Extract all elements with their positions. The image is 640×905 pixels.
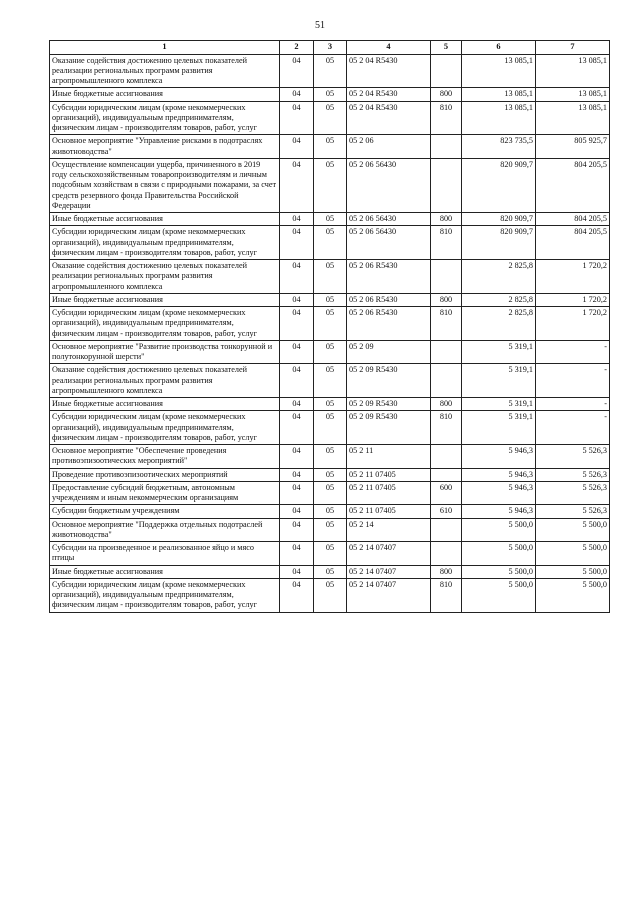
amount-year1-cell: 5 946,3 (462, 505, 536, 518)
section-code-cell: 04 (280, 481, 314, 505)
target-article-cell: 05 2 09 (347, 340, 431, 364)
table-row (50, 260, 610, 294)
table-row (50, 505, 610, 518)
column-header: 3 (314, 41, 347, 55)
subsection-code-cell: 05 (314, 481, 347, 505)
row-name-cell: Оказание содействия достижению целевых показателей реализации региональных программ развития агропромышленного комплекса (50, 260, 280, 294)
expense-type-cell (431, 445, 462, 469)
row-name-cell: Субсидии на произведенное и реализованное яйцо и мясо птицы (50, 542, 280, 566)
row-name-cell: Иные бюджетные ассигнования (50, 88, 280, 101)
amount-year2-cell: - (536, 364, 610, 398)
section-code-cell: 04 (280, 226, 314, 260)
expense-type-cell: 610 (431, 505, 462, 518)
column-header: 2 (280, 41, 314, 55)
expense-type-cell: 810 (431, 101, 462, 135)
target-article-cell: 05 2 06 R5430 (347, 293, 431, 306)
amount-year2-cell: - (536, 340, 610, 364)
target-article-cell: 05 2 11 07405 (347, 505, 431, 518)
section-code-cell: 04 (280, 293, 314, 306)
table-row (50, 88, 610, 101)
table-row (50, 101, 610, 135)
target-article-cell: 05 2 04 R5430 (347, 54, 431, 88)
target-article-cell: 05 2 11 (347, 445, 431, 469)
table-row (50, 307, 610, 341)
table-row (50, 445, 610, 469)
amount-year1-cell: 13 085,1 (462, 88, 536, 101)
amount-year1-cell: 5 500,0 (462, 542, 536, 566)
row-name-cell: Оказание содействия достижению целевых показателей реализации региональных программ развития агропромышленного комплекса (50, 54, 280, 88)
amount-year2-cell: 5 500,0 (536, 518, 610, 542)
amount-year2-cell: 805 925,7 (536, 135, 610, 159)
row-name-cell: Основное мероприятие "Поддержка отдельных подотраслей животноводства" (50, 518, 280, 542)
subsection-code-cell: 05 (314, 54, 347, 88)
amount-year1-cell: 5 319,1 (462, 411, 536, 445)
section-code-cell: 04 (280, 364, 314, 398)
table-row (50, 364, 610, 398)
row-name-cell: Иные бюджетные ассигнования (50, 213, 280, 226)
subsection-code-cell: 05 (314, 468, 347, 481)
amount-year1-cell: 5 946,3 (462, 468, 536, 481)
table-row (50, 398, 610, 411)
subsection-code-cell: 05 (314, 505, 347, 518)
section-code-cell: 04 (280, 158, 314, 212)
expense-type-cell: 800 (431, 565, 462, 578)
target-article-cell: 05 2 09 R5430 (347, 364, 431, 398)
section-code-cell: 04 (280, 213, 314, 226)
expense-type-cell (431, 54, 462, 88)
amount-year2-cell: - (536, 398, 610, 411)
target-article-cell: 05 2 14 07407 (347, 578, 431, 612)
section-code-cell: 04 (280, 505, 314, 518)
amount-year1-cell: 5 500,0 (462, 518, 536, 542)
column-header: 5 (431, 41, 462, 55)
target-article-cell: 05 2 06 56430 (347, 213, 431, 226)
subsection-code-cell: 05 (314, 88, 347, 101)
table-row (50, 213, 610, 226)
section-code-cell: 04 (280, 518, 314, 542)
subsection-code-cell: 05 (314, 340, 347, 364)
subsection-code-cell: 05 (314, 578, 347, 612)
amount-year1-cell: 2 825,8 (462, 307, 536, 341)
row-name-cell: Субсидии юридическим лицам (кроме некоммерческих организаций), индивидуальным предпринимателям, физическим лицам - производителям товаров, работ, услуг (50, 307, 280, 341)
subsection-code-cell: 05 (314, 518, 347, 542)
section-code-cell: 04 (280, 411, 314, 445)
section-code-cell: 04 (280, 54, 314, 88)
amount-year2-cell: 804 205,5 (536, 213, 610, 226)
section-code-cell: 04 (280, 307, 314, 341)
amount-year1-cell: 5 500,0 (462, 565, 536, 578)
target-article-cell: 05 2 09 R5430 (347, 411, 431, 445)
section-code-cell: 04 (280, 445, 314, 469)
section-code-cell: 04 (280, 135, 314, 159)
row-name-cell: Иные бюджетные ассигнования (50, 565, 280, 578)
target-article-cell: 05 2 06 R5430 (347, 260, 431, 294)
section-code-cell: 04 (280, 565, 314, 578)
amount-year1-cell: 2 825,8 (462, 260, 536, 294)
amount-year2-cell: 5 500,0 (536, 565, 610, 578)
target-article-cell: 05 2 04 R5430 (347, 101, 431, 135)
target-article-cell: 05 2 11 07405 (347, 468, 431, 481)
row-name-cell: Основное мероприятие "Обеспечение проведения противоэпизоотических мероприятий" (50, 445, 280, 469)
subsection-code-cell: 05 (314, 364, 347, 398)
amount-year2-cell: 5 500,0 (536, 578, 610, 612)
amount-year2-cell: 1 720,2 (536, 307, 610, 341)
row-name-cell: Оказание содействия достижению целевых показателей реализации региональных программ развития агропромышленного комплекса (50, 364, 280, 398)
amount-year1-cell: 820 909,7 (462, 213, 536, 226)
amount-year2-cell: - (536, 411, 610, 445)
amount-year1-cell: 5 319,1 (462, 364, 536, 398)
amount-year1-cell: 13 085,1 (462, 54, 536, 88)
amount-year1-cell: 5 946,3 (462, 445, 536, 469)
expense-type-cell: 800 (431, 213, 462, 226)
amount-year2-cell: 804 205,5 (536, 158, 610, 212)
page-number: 51 (315, 20, 325, 31)
table-row (50, 340, 610, 364)
subsection-code-cell: 05 (314, 411, 347, 445)
section-code-cell: 04 (280, 260, 314, 294)
row-name-cell: Предоставление субсидий бюджетным, автономным учреждениям и иным некоммерческим организациям (50, 481, 280, 505)
row-name-cell: Проведение противоэпизоотических мероприятий (50, 468, 280, 481)
section-code-cell: 04 (280, 398, 314, 411)
expense-type-cell: 800 (431, 293, 462, 306)
subsection-code-cell: 05 (314, 213, 347, 226)
amount-year2-cell: 1 720,2 (536, 260, 610, 294)
expense-type-cell (431, 340, 462, 364)
section-code-cell: 04 (280, 340, 314, 364)
section-code-cell: 04 (280, 578, 314, 612)
expense-type-cell: 600 (431, 481, 462, 505)
amount-year2-cell: 804 205,5 (536, 226, 610, 260)
expense-type-cell (431, 468, 462, 481)
section-code-cell: 04 (280, 101, 314, 135)
expense-type-cell: 810 (431, 226, 462, 260)
section-code-cell: 04 (280, 542, 314, 566)
subsection-code-cell: 05 (314, 293, 347, 306)
row-name-cell: Основное мероприятие "Развитие производства тонкорунной и полутонкорунной шерсти" (50, 340, 280, 364)
column-header: 6 (462, 41, 536, 55)
table-row (50, 518, 610, 542)
column-header: 1 (50, 41, 280, 55)
subsection-code-cell: 05 (314, 398, 347, 411)
column-header: 7 (536, 41, 610, 55)
expense-type-cell (431, 542, 462, 566)
row-name-cell: Субсидии юридическим лицам (кроме некоммерческих организаций), индивидуальным предпринимателям, физическим лицам - производителям товаров, работ, услуг (50, 411, 280, 445)
amount-year1-cell: 5 319,1 (462, 340, 536, 364)
table-row (50, 411, 610, 445)
subsection-code-cell: 05 (314, 542, 347, 566)
expense-type-cell (431, 518, 462, 542)
expense-type-cell (431, 260, 462, 294)
table-row (50, 226, 610, 260)
section-code-cell: 04 (280, 88, 314, 101)
row-name-cell: Основное мероприятие "Управление рисками в подотраслях животноводства" (50, 135, 280, 159)
amount-year1-cell: 2 825,8 (462, 293, 536, 306)
amount-year2-cell: 5 526,3 (536, 481, 610, 505)
budget-table (49, 40, 610, 613)
subsection-code-cell: 05 (314, 101, 347, 135)
table-row (50, 293, 610, 306)
target-article-cell: 05 2 11 07405 (347, 481, 431, 505)
column-header: 4 (347, 41, 431, 55)
amount-year2-cell: 13 085,1 (536, 54, 610, 88)
table-row (50, 135, 610, 159)
amount-year1-cell: 820 909,7 (462, 158, 536, 212)
expense-type-cell: 800 (431, 398, 462, 411)
target-article-cell: 05 2 04 R5430 (347, 88, 431, 101)
row-name-cell: Субсидии юридическим лицам (кроме некоммерческих организаций), индивидуальным предпринимателям, физическим лицам - производителям товаров, работ, услуг (50, 578, 280, 612)
subsection-code-cell: 05 (314, 445, 347, 469)
table-row (50, 54, 610, 88)
expense-type-cell (431, 158, 462, 212)
target-article-cell: 05 2 06 56430 (347, 226, 431, 260)
row-name-cell: Субсидии бюджетным учреждениям (50, 505, 280, 518)
table-header-row (50, 41, 610, 55)
expense-type-cell: 810 (431, 578, 462, 612)
target-article-cell: 05 2 14 07407 (347, 565, 431, 578)
target-article-cell: 05 2 06 R5430 (347, 307, 431, 341)
row-name-cell: Иные бюджетные ассигнования (50, 398, 280, 411)
row-name-cell: Субсидии юридическим лицам (кроме некоммерческих организаций), индивидуальным предпринимателям, физическим лицам - производителям товаров, работ, услуг (50, 101, 280, 135)
amount-year1-cell: 5 946,3 (462, 481, 536, 505)
row-name-cell: Осуществление компенсации ущерба, причиненного в 2019 году сельскохозяйственным товаропроизводителям и личным подсобным хозяйствам в связи с природными пожарами, за счет средств резервного фонда Правительства Российской Федерации (50, 158, 280, 212)
expense-type-cell (431, 364, 462, 398)
subsection-code-cell: 05 (314, 135, 347, 159)
table-row (50, 542, 610, 566)
table-row (50, 578, 610, 612)
subsection-code-cell: 05 (314, 226, 347, 260)
amount-year2-cell: 5 526,3 (536, 505, 610, 518)
amount-year2-cell: 13 085,1 (536, 88, 610, 101)
expense-type-cell: 810 (431, 307, 462, 341)
amount-year2-cell: 5 526,3 (536, 445, 610, 469)
expense-type-cell (431, 135, 462, 159)
amount-year2-cell: 1 720,2 (536, 293, 610, 306)
table-row (50, 481, 610, 505)
table-row (50, 468, 610, 481)
amount-year2-cell: 13 085,1 (536, 101, 610, 135)
target-article-cell: 05 2 14 07407 (347, 542, 431, 566)
subsection-code-cell: 05 (314, 158, 347, 212)
row-name-cell: Субсидии юридическим лицам (кроме некоммерческих организаций), индивидуальным предпринимателям, физическим лицам - производителям товаров, работ, услуг (50, 226, 280, 260)
target-article-cell: 05 2 09 R5430 (347, 398, 431, 411)
target-article-cell: 05 2 06 (347, 135, 431, 159)
amount-year2-cell: 5 500,0 (536, 542, 610, 566)
table-row (50, 565, 610, 578)
subsection-code-cell: 05 (314, 565, 347, 578)
amount-year1-cell: 5 319,1 (462, 398, 536, 411)
expense-type-cell: 810 (431, 411, 462, 445)
amount-year1-cell: 823 735,5 (462, 135, 536, 159)
row-name-cell: Иные бюджетные ассигнования (50, 293, 280, 306)
amount-year1-cell: 5 500,0 (462, 578, 536, 612)
amount-year1-cell: 820 909,7 (462, 226, 536, 260)
section-code-cell: 04 (280, 468, 314, 481)
subsection-code-cell: 05 (314, 260, 347, 294)
amount-year2-cell: 5 526,3 (536, 468, 610, 481)
expense-type-cell: 800 (431, 88, 462, 101)
target-article-cell: 05 2 14 (347, 518, 431, 542)
amount-year1-cell: 13 085,1 (462, 101, 536, 135)
table-row (50, 158, 610, 212)
target-article-cell: 05 2 06 56430 (347, 158, 431, 212)
subsection-code-cell: 05 (314, 307, 347, 341)
